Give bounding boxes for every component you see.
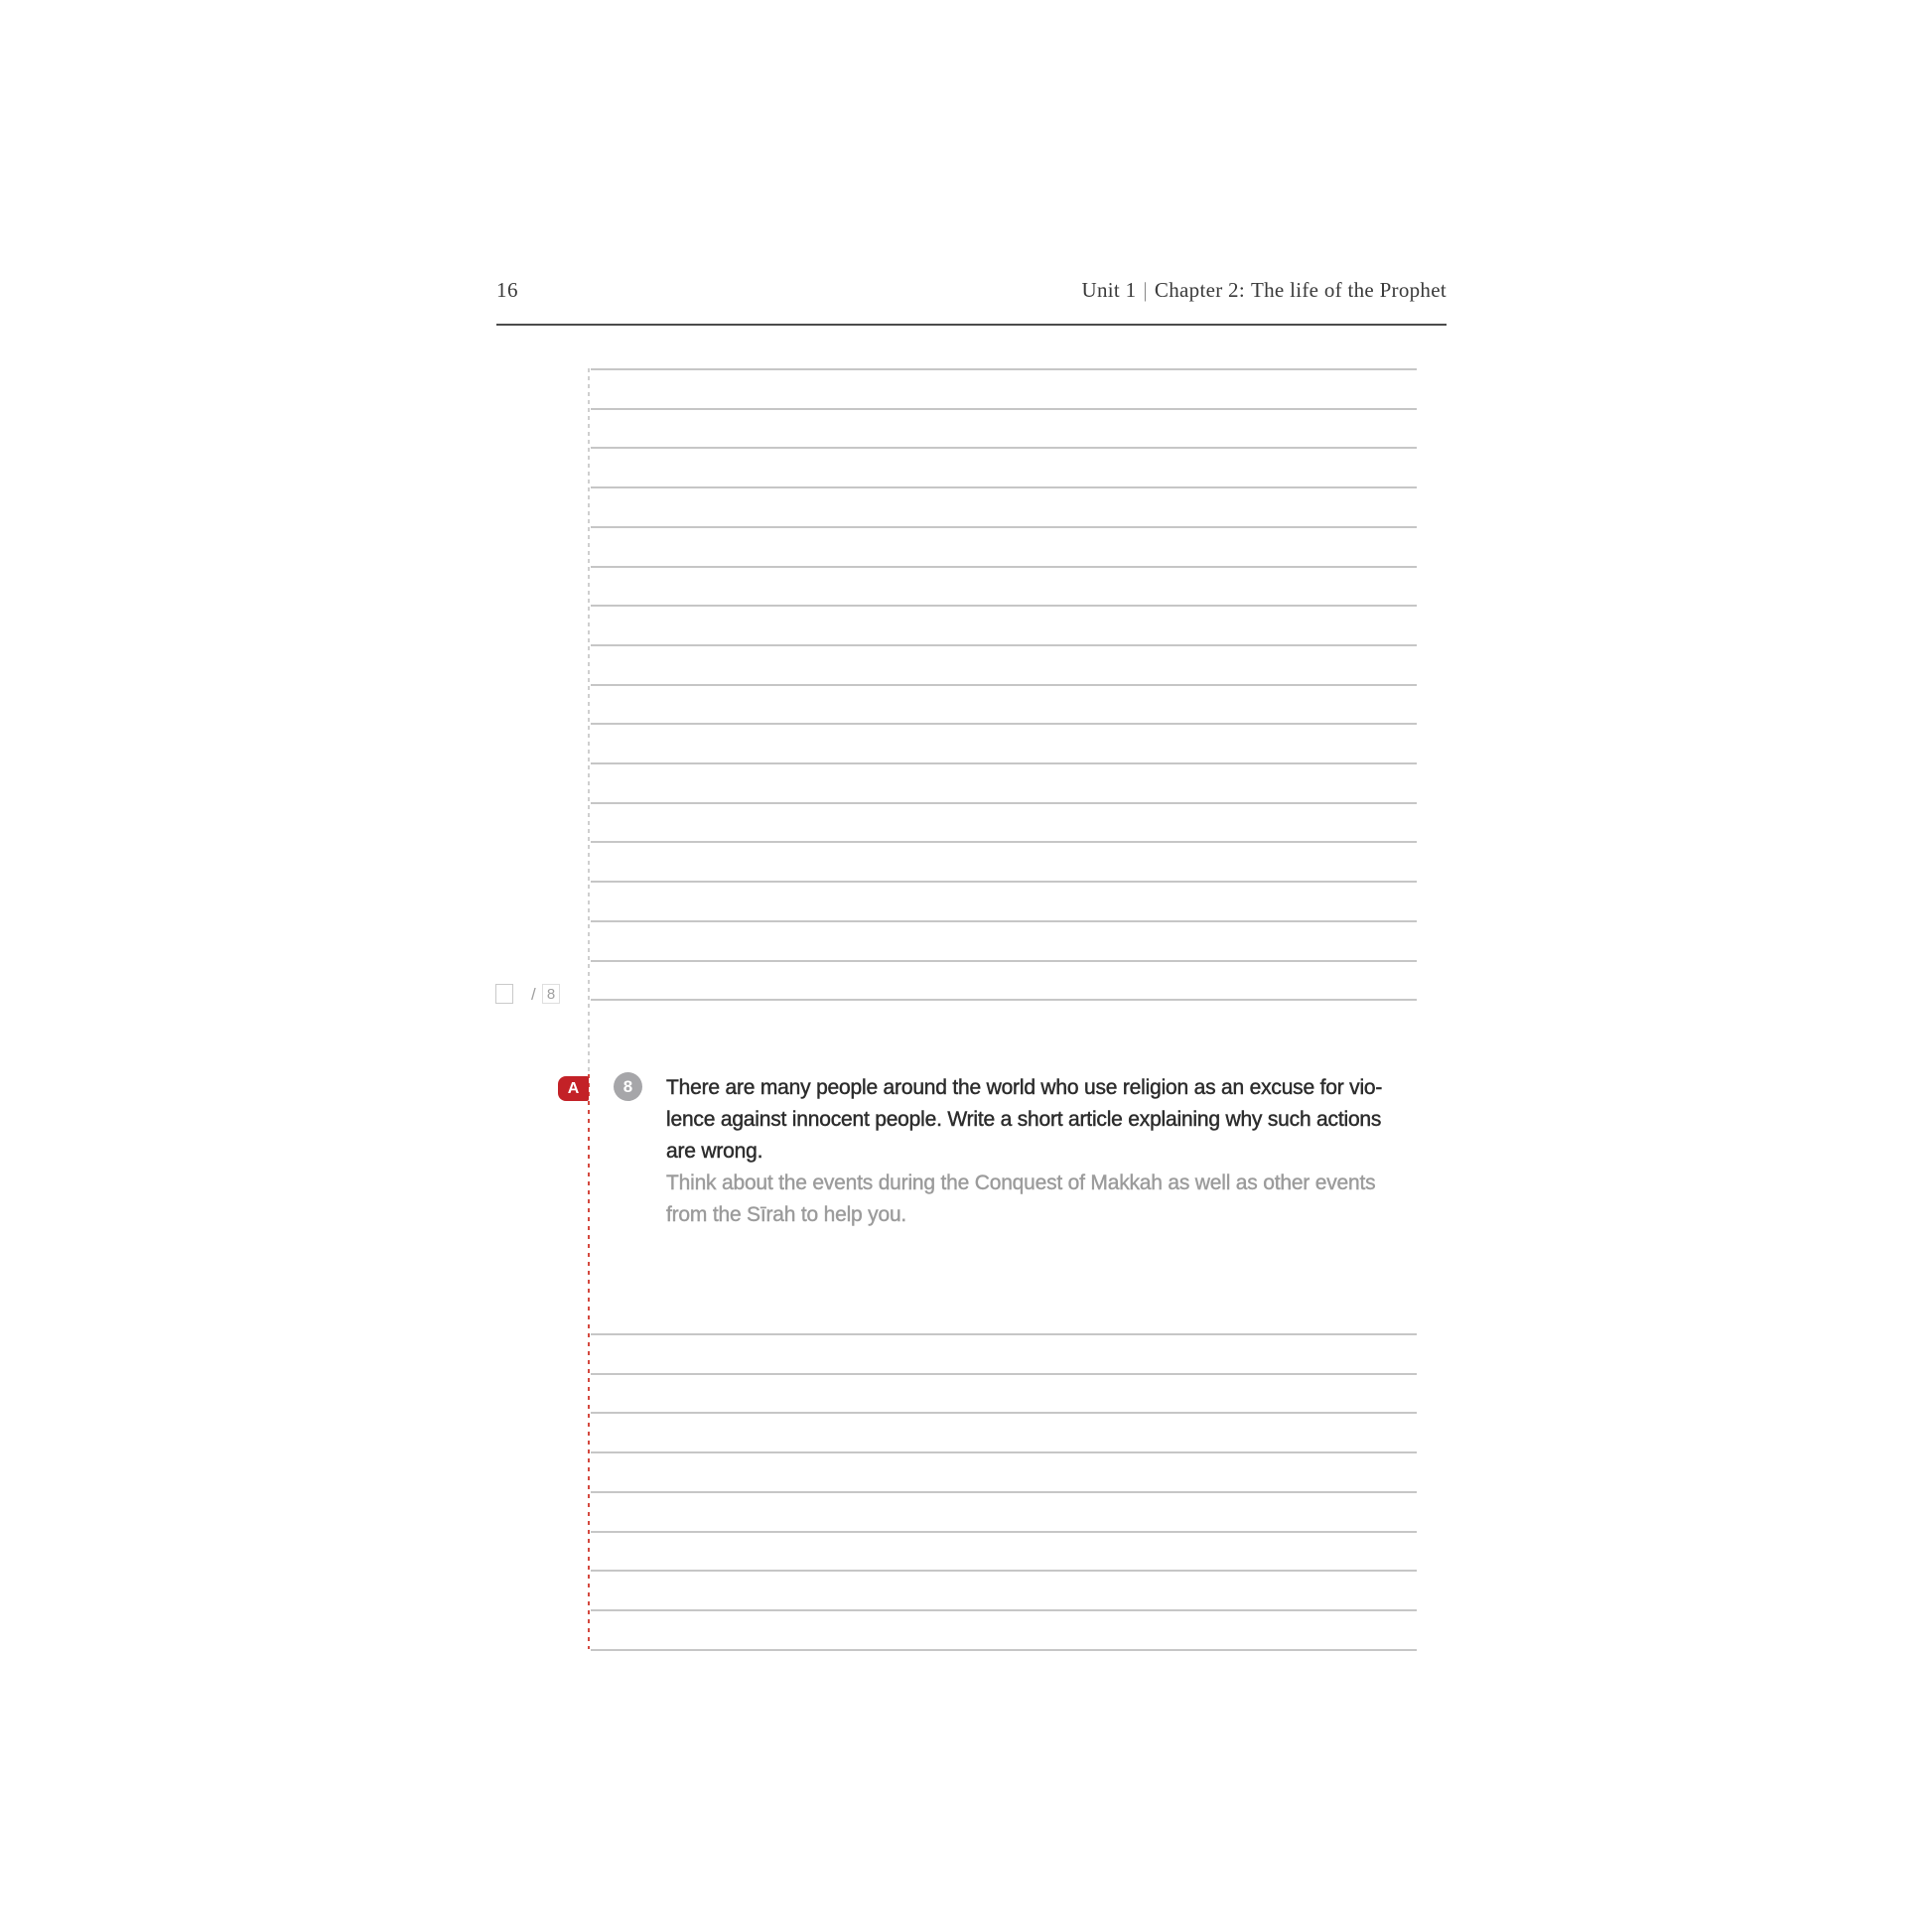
text-line: are wrong. [666,1140,763,1163]
margin-dotted-line-gray [588,368,590,1074]
answer-line [591,762,1417,764]
answer-line [591,881,1417,883]
answer-line [591,1609,1417,1611]
text-line: from the Sīrah to help you. [666,1203,907,1226]
score-slash: / [531,985,536,1004]
answer-line [591,1333,1417,1335]
answer-line [591,1373,1417,1375]
score-max-box [542,984,560,1004]
score-max-value: 8 [546,985,556,1003]
chapter-label: Chapter 2: [1154,278,1245,302]
running-header [1082,280,1447,301]
answer-line [591,999,1417,1001]
answer-line [591,723,1417,725]
answer-line [591,486,1417,488]
answer-line [591,684,1417,686]
chapter-title: The life of the Prophet [1250,278,1447,302]
text-line: Think about the events during the Conquest of Makkah as well as other events [666,1172,1376,1194]
unit-label: Unit 1 [1081,278,1137,302]
answer-line [591,841,1417,843]
header-rule [496,324,1447,326]
answer-line [591,566,1417,568]
answer-line [591,447,1417,449]
answer-lines-top [591,368,1417,1004]
text-line: There are many people around the world who use religion as an excuse for vio- [666,1076,1383,1099]
question-prompt [666,1072,1450,1168]
answer-line [591,1412,1417,1414]
answer-line [591,1451,1417,1453]
assessment-marker-badge: A [558,1076,589,1101]
answer-line [591,408,1417,410]
score-input-box [495,984,513,1004]
question-number-circle: 8 [614,1072,642,1101]
answer-lines-bottom [591,1333,1417,1651]
answer-line [591,526,1417,528]
answer-line [591,1491,1417,1493]
answer-line [591,1531,1417,1533]
margin-dotted-line-red [588,1074,590,1649]
answer-line [591,920,1417,922]
answer-line [591,1570,1417,1572]
answer-line [591,368,1417,370]
answer-line [591,644,1417,646]
answer-line [591,1649,1417,1651]
answer-line [591,802,1417,804]
question-block [666,1072,1450,1231]
page-number: 16 [496,278,518,302]
answer-line [591,605,1417,607]
answer-line [591,960,1417,962]
header-divider: | [1143,278,1148,302]
text-line: lence against innocent people. Write a short article explaining why such actions [666,1108,1382,1131]
question-hint [666,1168,1450,1231]
